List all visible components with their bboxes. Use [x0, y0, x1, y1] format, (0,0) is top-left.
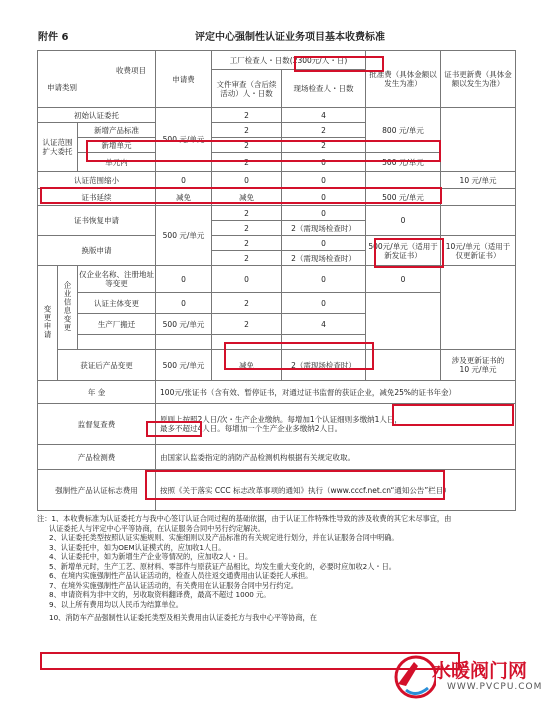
cert-cell — [441, 206, 516, 236]
row-label: 证书恢复申请 — [38, 206, 156, 236]
note-item: 10、消防车产品强制性认证委托类型及相关费用由认证委托方与我中心平等协商，在 — [49, 613, 317, 622]
note-item: 注：1、本收费标准为认证委托方与我中心签订认证合同过程的基础依据，由于认证工作特殊性导致的涉及收费的其它未尽事宜，由 — [37, 514, 452, 523]
row-label: 获证后产品变更 — [58, 350, 156, 381]
doc-cell: 0 — [212, 266, 282, 293]
doc-cell: 减免 — [212, 350, 282, 381]
group-label — [58, 266, 78, 350]
header-item: 收费项目 — [116, 66, 147, 75]
table-row — [38, 108, 516, 123]
header-app-fee: 申请费 — [156, 51, 212, 108]
highlight-supervision-add — [146, 421, 202, 437]
watermark-text: 水暖阀门网 — [432, 660, 528, 682]
header-cert-update: 证书更新费（具体金额以发生为准） — [441, 51, 516, 108]
attachment-label: 附件 6 — [38, 32, 69, 43]
app-fee-cell: 500 元/单元 — [156, 350, 212, 381]
approval-cell: 0 — [366, 206, 441, 236]
doc-cell: 2 — [212, 221, 282, 236]
row-text: 由国家认监委指定的消防产品检测机构根据有关规定收取。 — [156, 445, 516, 470]
onsite-cell: 2（需现场检查时） — [282, 251, 366, 266]
table-row — [38, 381, 516, 404]
notes-section — [37, 514, 515, 623]
row-label: 换版申请 — [38, 236, 156, 266]
app-fee-cell: 500 元/单元 — [156, 314, 212, 335]
onsite-cell: 4 — [282, 314, 366, 335]
onsite-cell: 2（需现场检查时） — [282, 221, 366, 236]
faucet-logo-icon — [392, 654, 436, 700]
note-item: 8、申请资料为非中文的，另收取资料翻译费，最高不超过 1000 元。 — [49, 590, 271, 599]
approval-cell — [366, 172, 441, 189]
row-label: 认证范围缩小 — [38, 172, 156, 189]
app-fee-cell — [156, 335, 212, 350]
row-text: 100元/张证书（含有效、暂停证书，对通过证书监督的获证企业，减免25%的证书年金） — [156, 381, 516, 404]
header-category: 申请类别 — [47, 83, 77, 92]
header-onsite: 现场检查人・日数 — [282, 70, 366, 108]
highlight-factory-rate — [294, 56, 384, 72]
onsite-cell: 2（需现场检查时） — [282, 350, 366, 381]
doc-cell: 2 — [212, 314, 282, 335]
row-label: 强制性产品认证标志费用 — [38, 470, 156, 511]
row-label: 新增产品标准 — [78, 123, 156, 138]
note-item: 5、新增单元时，生产工艺、原材料、零部件与原获证产品相比，均发生重大变化的，必要时应加收2人・日。 — [49, 561, 396, 571]
cert-cell — [441, 350, 516, 381]
cert-cell: 10 元/单元 — [441, 172, 516, 189]
note-item: 9、以上所有费用均以人民币为结算单位。 — [49, 599, 183, 609]
watermark — [392, 652, 542, 702]
highlight-product-change — [224, 342, 374, 370]
cert-note: 涉及更新证书的 — [451, 356, 505, 365]
group-label: 认证范围扩大委托 — [38, 123, 78, 172]
doc-cell: 2 — [212, 206, 282, 221]
row-label: 认证主体变更 — [78, 293, 156, 314]
approval-cell: 500 元/单元 — [366, 189, 441, 206]
row-label: 单元内 — [78, 153, 156, 172]
highlight-extend-row — [40, 187, 442, 204]
row-label — [78, 335, 156, 350]
row-label: 生产厂搬迁 — [78, 314, 156, 335]
table-row — [38, 172, 516, 189]
row-label: 证书延续 — [38, 189, 156, 206]
watermark-url: WWW.PVCPU.COM — [447, 682, 543, 692]
approval-cell — [366, 350, 441, 381]
onsite-cell: 0 — [282, 266, 366, 293]
header-factory: 工厂检查人・日数 — [229, 55, 290, 65]
app-fee-cell: 0 — [156, 293, 212, 314]
approval-cell: 800 元/单元 — [366, 108, 441, 153]
row-label: 年 金 — [38, 381, 156, 404]
doc-cell: 2 — [212, 236, 282, 251]
note-item: 2、认证委托类型按照认证实施规则、实施细则以及产品标准的有关规定进行划分，并在认证服务合同中明确。 — [49, 533, 399, 542]
page-title: 评定中心强制性认证业务项目基本收费标准 — [195, 32, 385, 43]
doc-cell: 2 — [212, 123, 282, 138]
doc-cell: 减免 — [212, 189, 282, 206]
note-item: 6、在境内实施强制性产品认证活动的，检查人员往返交通费用由认证委托人承担。 — [49, 571, 313, 580]
onsite-cell: 4 — [282, 108, 366, 123]
onsite-cell: 2 — [282, 138, 366, 153]
table-header-row — [38, 51, 516, 70]
app-fee-cell: 0 — [156, 266, 212, 293]
doc-cell: 2 — [212, 138, 282, 153]
app-fee-cell: 0 — [156, 172, 212, 189]
approval-cell: 500元/单元（适用于新发证书） — [366, 236, 441, 266]
row-label: 新增单元 — [78, 138, 156, 153]
onsite-cell: 0 — [282, 206, 366, 221]
row-label: 初始认证委托 — [38, 108, 156, 123]
doc-cell: 2 — [212, 153, 282, 172]
row-label: 产品检测费 — [38, 445, 156, 470]
note-item: 3、认证委托中，如为OEM认证模式的，应加收1人日。 — [49, 542, 226, 552]
highlight-mark-fee — [145, 470, 445, 500]
fee-table — [37, 50, 516, 511]
app-fee-cell: 500 元/单元 — [156, 206, 212, 266]
row-label: 仅企业名称、注册地址等变更 — [78, 266, 156, 293]
corner-header-cell — [38, 51, 156, 108]
cert-cell — [441, 266, 516, 350]
approval-cell — [366, 293, 441, 350]
doc-cell: 2 — [212, 293, 282, 314]
page-header — [0, 28, 550, 44]
cert-cell — [441, 108, 516, 172]
onsite-cell: 0 — [282, 293, 366, 314]
onsite-cell: 0 — [282, 153, 366, 172]
table-row — [38, 206, 516, 221]
highlight-supervision-max — [392, 404, 514, 426]
onsite-cell: 0 — [282, 236, 366, 251]
highlight-unit-in-row — [86, 140, 441, 162]
group-label — [38, 266, 58, 381]
row-text-line1: 原则上按照2人日/次・生产企业缴纳。每增加1个认证细则多缴纳1人日， — [160, 415, 402, 424]
row-label: 监督复查费 — [38, 404, 156, 445]
doc-cell: 0 — [212, 172, 282, 189]
cert-cell — [441, 189, 516, 206]
row-text: 按照《关于落实 CCC 标志改革事项的通知》执行（www.cccf.net.cn“通知公告”栏目） — [156, 470, 516, 511]
cert-cell: 10元/单元（适用于仅更新证书） — [441, 236, 516, 266]
doc-cell: 2 — [212, 251, 282, 266]
header-approval: 批准费（具体金额以发生为准） — [366, 51, 441, 108]
onsite-cell: 0 — [282, 172, 366, 189]
info-group-label: 企业信息变更 — [63, 281, 72, 332]
note-item: 7、在境外实施强制性产品认证活动的，有关费用在认证服务合同中另行约定。 — [49, 580, 298, 590]
table-row — [38, 266, 516, 293]
note-item: 认证委托人与评定中心平等协商，在认证服务合同中另行约定解决。 — [49, 523, 265, 533]
approval-cell: 0 — [366, 266, 441, 293]
doc-cell: 2 — [212, 108, 282, 123]
header-factory-rate: (2300元/人・日) — [289, 55, 348, 65]
highlight-replace-approval — [374, 238, 444, 268]
app-fee-cell: 500 元/单元 — [156, 108, 212, 172]
row-text-line2: 最多不超过4人日。每增加一个生产企业多缴纳2人日。 — [160, 424, 343, 433]
onsite-cell: 0 — [282, 189, 366, 206]
change-group-label: 变更申请 — [43, 305, 52, 339]
app-fee-cell: 减免 — [156, 189, 212, 206]
approval-cell: 500 元/单元 — [366, 153, 441, 172]
onsite-cell: 2 — [282, 123, 366, 138]
table-row — [38, 445, 516, 470]
header-doc-review: 文件审查（含后续活动）人・日数 — [212, 70, 282, 108]
cert-value: 10 元/单元 — [459, 365, 497, 374]
note-item: 4、认证委托中，如为新增生产企业等情况的，应加收2人・日。 — [49, 552, 253, 561]
